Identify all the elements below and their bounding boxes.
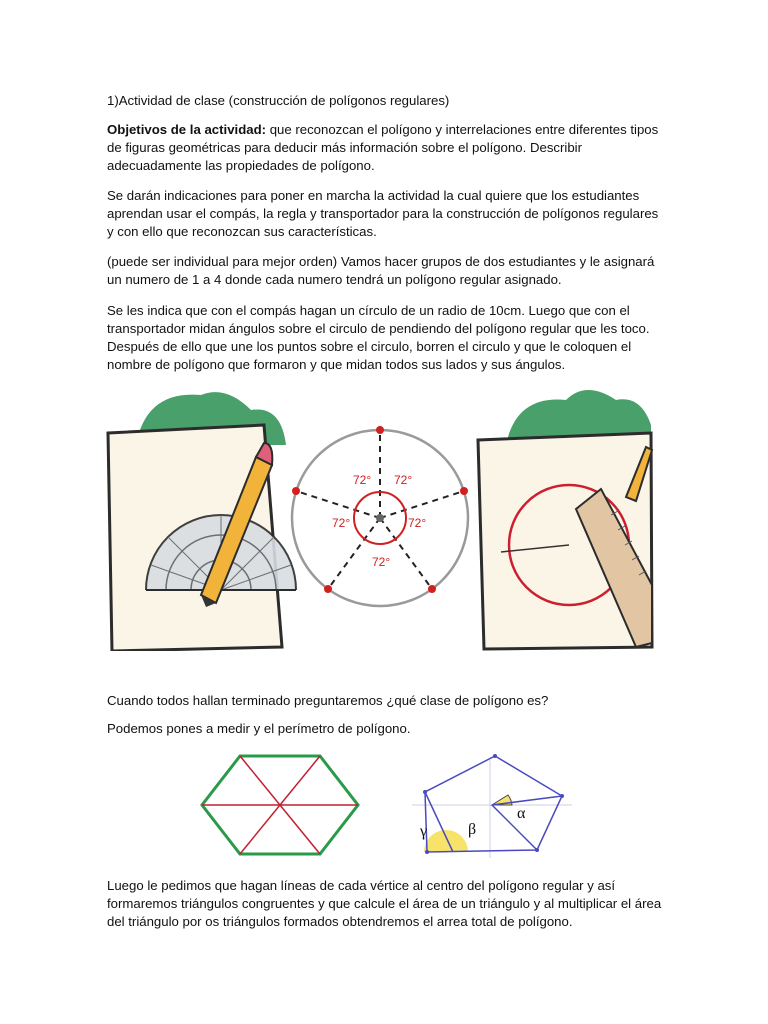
- groups-text: (puede ser individual para mejor orden) Vamos hacer grupos de dos estudiantes y le asignará un numero de 1 a 4 donde cada numero tendrá un polígono regular asignado.: [107, 254, 655, 287]
- question-paragraph: [107, 692, 662, 710]
- polygon-diagrams: [200, 750, 580, 870]
- final-text: Luego le pedimos que hagan líneas de cada vértice al centro del polígono regular y así formaremos triángulos congruentes y que calcule el área de un triángulo y al multiplicar el área del triángulo por os triángulos formados obtendremos el arrea total de polígono.: [107, 878, 662, 929]
- vertex-point: [292, 487, 300, 495]
- angle-label: 72°: [372, 555, 391, 569]
- construction-illustration: [106, 385, 654, 651]
- vertex-point: [460, 487, 468, 495]
- objectives-paragraph: [107, 121, 662, 175]
- activity-heading: [107, 92, 662, 110]
- angle-label: 72°: [408, 516, 427, 530]
- vertex-point: [428, 585, 436, 593]
- hexagon-diagram: [202, 756, 358, 854]
- compass-paragraph: [107, 302, 662, 374]
- perimeter-paragraph: [107, 720, 662, 738]
- alpha-label: α: [517, 805, 526, 822]
- instructions-paragraph: [107, 187, 662, 241]
- angle-label: 72°: [394, 473, 413, 487]
- compass-text: Se les indica que con el compás hagan un círculo de un radio de 10cm. Luego que con el transportador midan ángulos sobre el circulo de pendiendo del polígono regular que les toco. Después de ello que une los puntos sobre el circulo, borren el circulo y que le coloquen el nombre de polígono que formaron y que midan todos sus lados y sus ángulos.: [107, 303, 650, 372]
- vertex-point: [324, 585, 332, 593]
- heading-text: 1)Actividad de clase (construcción de polígonos regulares): [107, 93, 450, 108]
- angle-label: 72°: [353, 473, 372, 487]
- pentagon-diagram: [412, 754, 572, 858]
- perimeter-text: Podemos pones a medir y el perímetro de polígono.: [107, 721, 411, 736]
- objectives-text: que reconozcan el polígono y interrelaciones entre diferentes tipos de figuras geométricas para deducir más información sobre el polígono. Describir adecuadamente las propiedades de polígono.: [107, 122, 659, 173]
- ruler-panel: [478, 390, 652, 649]
- objectives-label: Objetivos de la actividad:: [107, 122, 267, 137]
- final-paragraph: [107, 877, 662, 931]
- vertex-point: [376, 426, 384, 434]
- beta-label: β: [468, 821, 477, 838]
- instructions-text: Se darán indicaciones para poner en marcha la actividad la cual quiere que los estudiantes aprendan usar el compás, la regla y transportador para la construcción de polígonos regulares y con ello que reconozcan sus características.: [107, 188, 659, 239]
- angle-label: 72°: [332, 516, 351, 530]
- groups-paragraph: [107, 253, 662, 289]
- pentagon-circle-diagram: [292, 426, 468, 606]
- gamma-label: γ: [420, 823, 428, 840]
- protractor-panel: [108, 392, 296, 651]
- question-text: Cuando todos hallan terminado preguntaremos ¿qué clase de polígono es?: [107, 693, 549, 708]
